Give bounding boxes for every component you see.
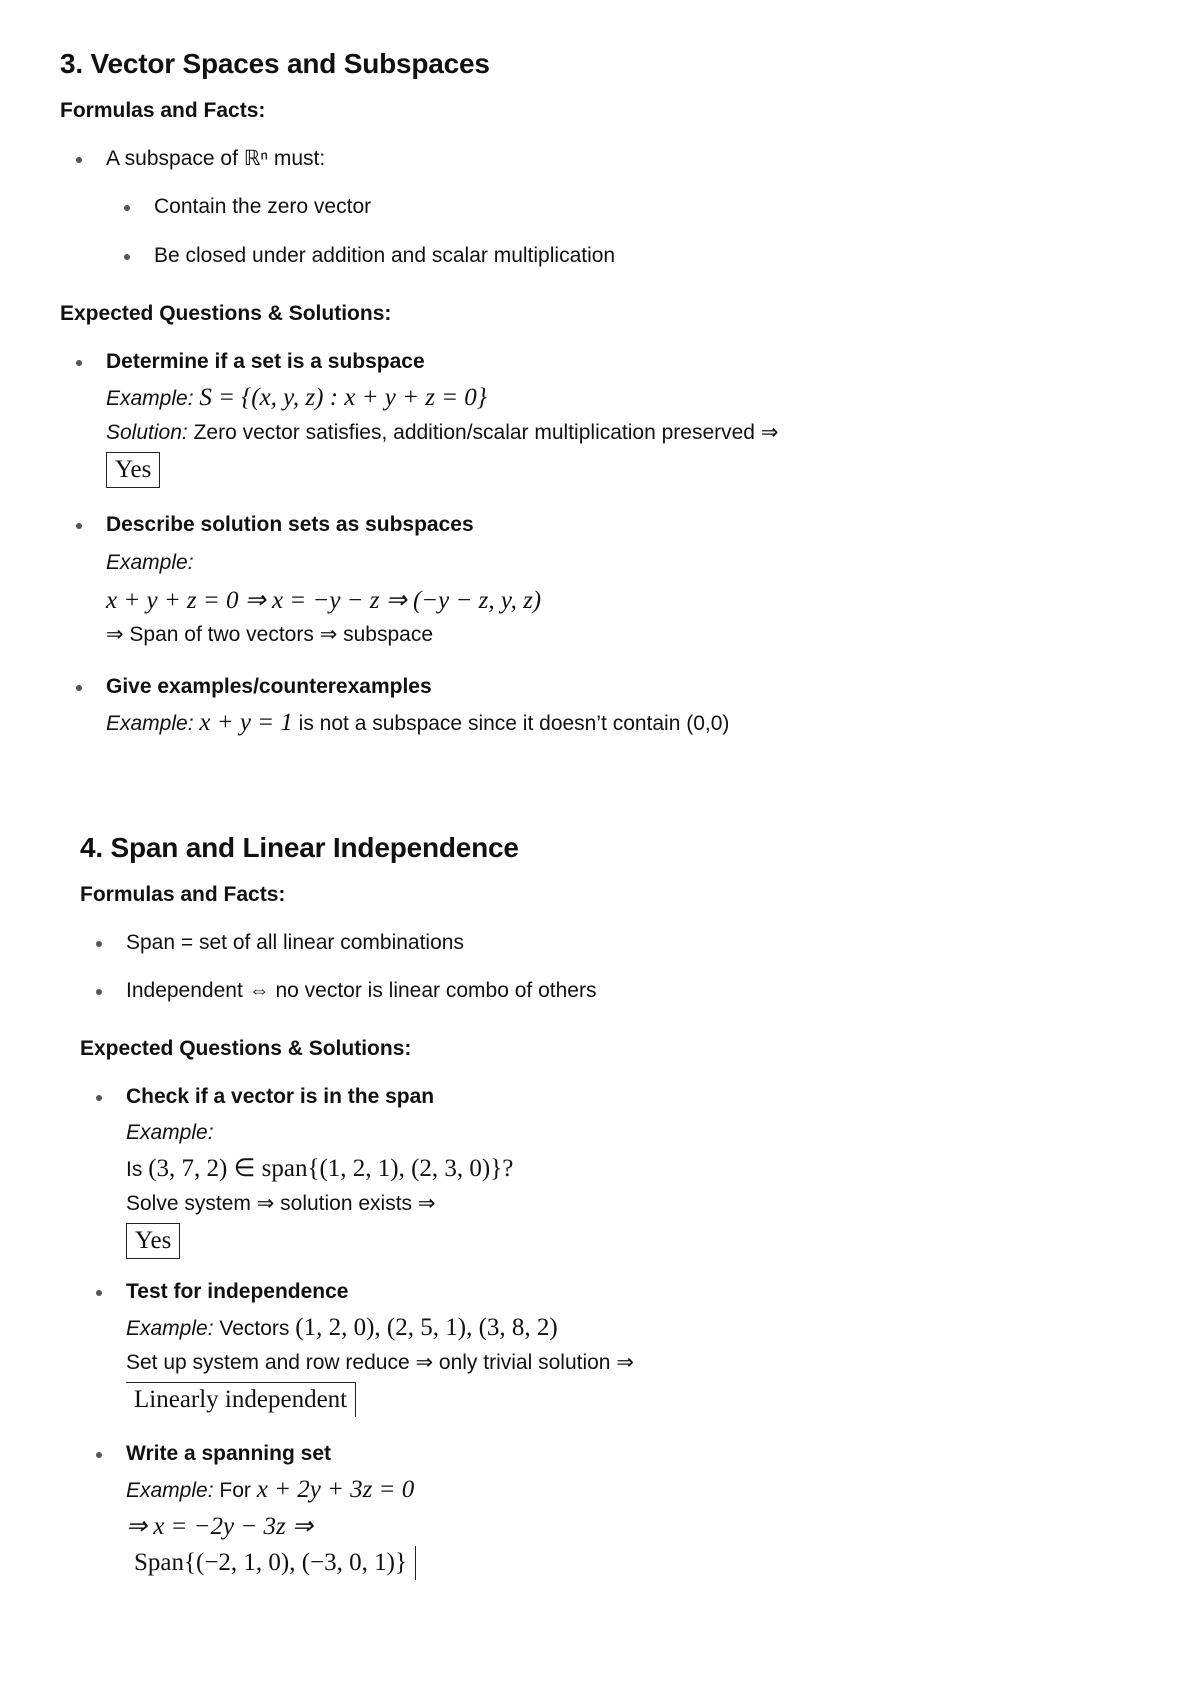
question-subspace: Determine if a set is a subspace Example: S = {(x, y, z) : x + y + z = 0} Solution: Zero vector satisfies, addition/scalar multiplication preserved ⇒ Yes [106,347,1160,488]
subfact-closed: Be closed under addition and scalar multiplication [154,241,1160,271]
answer-box-span-set: Span{(−2, 1, 0), (−3, 0, 1)} [126,1546,416,1580]
question-independence: Test for independence Example: Vectors (1, 2, 0), (2, 5, 1), (3, 8, 2) Set up system and row reduce ⇒ only trivial solution ⇒ Linearly independent [126,1277,1160,1417]
fact-span: Span = set of all linear combinations [126,928,1160,958]
question-spanning-set: Write a spanning set Example: For x + 2y + 3z = 0 ⇒ x = −2y − 3z ⇒ Span{(−2, 1, 0), (−3, 0, 1)} [126,1439,1160,1580]
section-4-title: 4. Span and Linear Independence [80,832,519,863]
section-4-facts-heading: Formulas and Facts: [80,883,286,906]
section-3-facts-heading: Formulas and Facts: [60,99,266,122]
fact-subspace: A subspace of ℝⁿ must: [106,144,1160,174]
answer-box-yes-span: Yes [126,1223,180,1259]
section-4-questions-heading: Expected Questions & Solutions: [80,1037,412,1060]
question-solution-sets: Describe solution sets as subspaces Example: x + y + z = 0 ⇒ x = −y − z ⇒ (−y − z, y, z) ⇒ Span of two vectors ⇒ subspace [106,510,1160,650]
question-span: Check if a vector is in the span Example: Is (3, 7, 2) ∈ span{(1, 2, 1), (2, 3, 0)}? Solve system ⇒ solution exists ⇒ Yes [126,1082,1160,1259]
section-4-questions-list [126,1082,1160,1580]
section-4-facts-list [126,928,1160,1006]
section-3-questions-list [106,347,1160,739]
answer-box-independent: Linearly independent [126,1382,356,1417]
fact-independent: Independent ⇔ no vector is linear combo of others [126,976,1160,1006]
section-3-title: 3. Vector Spaces and Subspaces [60,48,490,79]
section-3 [60,44,1160,739]
section-3-facts-list [106,144,1160,174]
subfact-zero-vector: Contain the zero vector [154,192,1160,222]
answer-box-yes: Yes [106,452,160,488]
section-3-subfacts-list [154,192,1160,271]
question-examples: Give examples/counterexamples Example: x + y = 1 is not a subspace since it doesn’t contain (0,0) [106,672,1160,739]
section-4 [80,828,1160,1580]
section-3-questions-heading: Expected Questions & Solutions: [60,302,392,325]
